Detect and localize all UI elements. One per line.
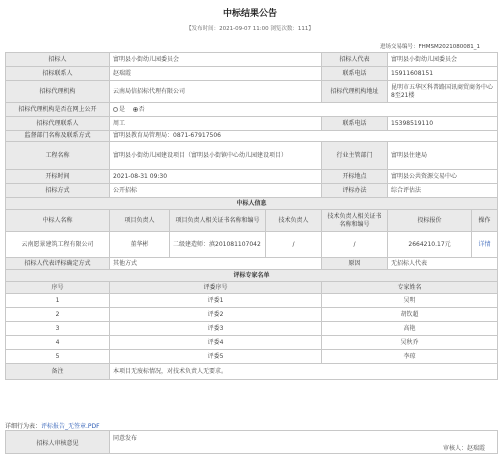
method-value: 公开招标	[110, 184, 322, 198]
eval-value: 综合评估法	[388, 184, 498, 198]
open-place-value: 富明县公共资源交易中心	[388, 170, 498, 184]
industry-value: 富明县住建局	[388, 142, 498, 170]
contact-value: 赵瑞霞	[110, 67, 322, 81]
project-name-value: 富明县小街幼儿园建设项目（富明县小街镇中心幼儿园建设项目）	[110, 142, 322, 170]
agency-value: 云南局信招标代理有限公司	[110, 81, 322, 103]
proxy-rep-label: 招标人代表评标确定方式	[6, 258, 110, 270]
col-manager-cert: 项目负责人相关证书名称和编号	[170, 210, 266, 232]
agency-addr-value: 昆明市五华区科普路国讯商贸商务中心8至21楼	[388, 81, 498, 103]
winner-detail-link[interactable]: 详情	[478, 240, 491, 248]
winner-section-title: 中标人信息	[6, 198, 498, 210]
radio-yes[interactable]	[133, 107, 138, 112]
winner-tech-cert: /	[322, 232, 388, 258]
col-action: 操作	[472, 210, 498, 232]
agency-open-radios	[110, 103, 498, 117]
publish-meta: 【发布时间：2021-09-07 11:00 浏览次数：111】	[186, 26, 314, 32]
col-winner-name: 中标人名称	[6, 210, 110, 232]
expert-row-seq: 评委2	[110, 308, 322, 322]
expert-row-seq: 评委1	[110, 294, 322, 308]
col-tech-cert: 技术负责人相关证书名称和编号	[322, 210, 388, 232]
proxy-reason-value: 无招标人代表	[388, 258, 498, 270]
col-manager: 项目负责人	[110, 210, 170, 232]
phone-label: 联系电话	[322, 67, 388, 81]
industry-label: 行业主管部门	[322, 142, 388, 170]
detail-prefix: 详细行为表：	[5, 423, 42, 430]
experts-section-title: 评标专家名单	[6, 270, 498, 282]
remark-value: 本项目无废标情况，对技术负责人无要求。	[110, 364, 498, 380]
expert-row-no: 1	[6, 294, 110, 308]
phone-value: 15911608151	[388, 67, 498, 81]
expert-row-name: 高艳	[322, 322, 498, 336]
reviewer: 审核人：赵瑞霞	[442, 445, 485, 452]
agency-contact-value: 周工	[110, 117, 322, 131]
col-tech: 技术负责人	[266, 210, 322, 232]
expert-row-seq: 评委3	[110, 322, 322, 336]
expert-row-seq: 评委4	[110, 336, 322, 350]
winner-name: 云南愿景建筑工程有限公司	[6, 232, 110, 258]
expert-row-name: 吴秋乔	[322, 336, 498, 350]
agency-phone-label: 联系电话	[322, 117, 388, 131]
col-expert-name: 专家姓名	[322, 282, 498, 294]
agency-phone-value: 15398519110	[388, 117, 498, 131]
agency-addr-label: 招标代理机构地址	[322, 81, 388, 103]
tenderer-label: 招标人	[6, 53, 110, 67]
page-title: 中标结果公告	[222, 9, 277, 19]
method-label: 招标方式	[6, 184, 110, 198]
expert-row-seq: 评委5	[110, 350, 322, 364]
tenderer-rep-value: 富明县小街幼儿园委员会	[388, 53, 498, 67]
opinion-value: 同意发布	[113, 435, 138, 442]
winner-manager: 董华彬	[110, 232, 170, 258]
announcement-table	[5, 52, 498, 380]
tenderer-rep-label: 招标人代表	[322, 53, 388, 67]
expert-row-name: 李琼	[322, 350, 498, 364]
expert-row-no: 2	[6, 308, 110, 322]
open-time-value: 2021-08-31 09:30	[110, 170, 322, 184]
opinion-cell	[110, 431, 498, 454]
tenderer-value: 富明县小街幼儿园委员会	[110, 53, 322, 67]
agency-contact-label: 招标代理联系人	[6, 117, 110, 131]
contact-label: 招标联系人	[6, 67, 110, 81]
col-price: 投标报价	[388, 210, 472, 232]
col-expert-seq: 评委序号	[110, 282, 322, 294]
detail-row	[5, 421, 100, 430]
expert-row-name: 吴明	[322, 294, 498, 308]
winner-manager-cert: 二级建造师：滇201081107042	[170, 232, 266, 258]
expert-row-no: 5	[6, 350, 110, 364]
remark-label: 备注	[6, 364, 110, 380]
proxy-reason-label: 原因	[322, 258, 388, 270]
opinion-label: 招标人审核意见	[6, 431, 110, 454]
project-name-label: 工程名称	[6, 142, 110, 170]
expert-row-no: 3	[6, 322, 110, 336]
supervisor-label: 监督部门名称及联系方式	[6, 131, 110, 142]
expert-row-name: 胡钦超	[322, 308, 498, 322]
review-table	[5, 430, 498, 454]
radio-yes-label: 否	[138, 105, 145, 113]
winner-detail-cell	[472, 232, 498, 258]
eval-label: 评标办法	[322, 184, 388, 198]
radio-no-label: 是	[119, 105, 126, 113]
expert-row-no: 4	[6, 336, 110, 350]
winner-tech: /	[266, 232, 322, 258]
open-time-label: 开标时间	[6, 170, 110, 184]
supervisor-value: 富明县教育局管理局：0871-67917506	[110, 131, 498, 142]
open-place-label: 开标地点	[322, 170, 388, 184]
col-expert-no: 序号	[6, 282, 110, 294]
trade-number: 进场交易编号：FHMSM2021080081_1	[379, 44, 480, 50]
winner-price: 2664210.17元	[388, 232, 472, 258]
report-pdf-link[interactable]: 评标报告_无签章.PDF	[41, 423, 100, 430]
agency-label: 招标代理机构	[6, 81, 110, 103]
radio-no[interactable]	[113, 107, 118, 112]
proxy-rep-value: 其他方式	[110, 258, 322, 270]
agency-open-label: 招标代理机构是否在网上公开	[6, 103, 110, 117]
